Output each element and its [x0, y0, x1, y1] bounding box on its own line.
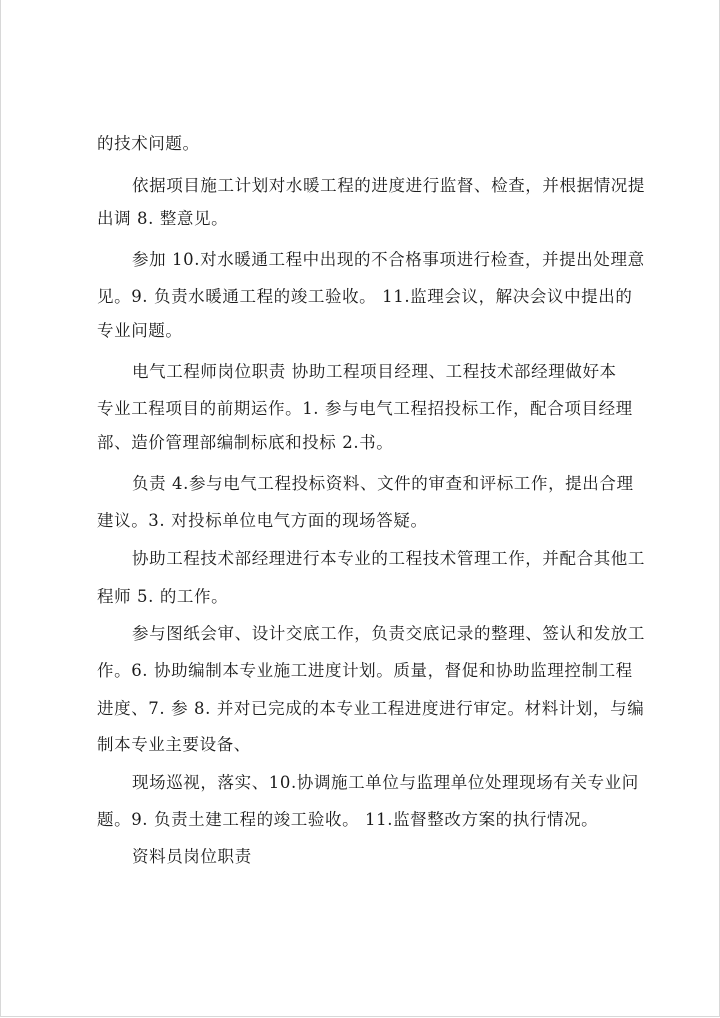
text-line: 出调 8. 整意见。	[97, 209, 229, 228]
text-line: 电气工程师岗位职责 协助工程项目经理、工程技术部经理做好本	[132, 362, 617, 381]
text-line: 制本专业主要设备、	[97, 735, 251, 754]
text-line: 程师 5. 的工作。	[97, 587, 229, 606]
text-line: 进度、7. 参 8. 并对已完成的本专业工程进度进行审定。材料计划，与编	[97, 699, 645, 718]
text-line: 部、造价管理部编制标底和投标 2.书。	[97, 433, 394, 452]
text-line: 题。9. 负责土建工程的竣工验收。 11.监督整改方案的执行情况。	[97, 810, 599, 829]
text-line: 参加 10.对水暖通工程中出现的不合格事项进行检查，并提出处理意	[132, 250, 645, 269]
text-line: 见。9. 负责水暖通工程的竣工验收。 11.监理会议，解决会议中提出的	[97, 287, 633, 306]
text-line: 负责 4.参与电气工程投标资料、文件的审查和评标工作，提出合理	[132, 474, 634, 493]
text-line: 的技术问题。	[97, 134, 200, 153]
text-line: 作。6. 协助编制本专业施工进度计划。质量，督促和协助监理控制工程	[97, 661, 633, 680]
text-line: 现场巡视，落实、10.协调施工单位与监理单位处理现场有关专业问	[132, 773, 639, 792]
section-heading: 资料员岗位职责	[132, 847, 252, 866]
text-line: 专业问题。	[97, 321, 183, 340]
text-line: 专业工程项目的前期运作。1. 参与电气工程招投标工作，配合项目经理	[97, 399, 633, 418]
text-line: 依据项目施工计划对水暖工程的进度进行监督、检查，并根据情况提	[132, 176, 645, 195]
text-line: 协助工程技术部经理进行本专业的工程技术管理工作，并配合其他工	[132, 549, 645, 568]
text-line: 建议。3. 对投标单位电气方面的现场答疑。	[97, 511, 428, 530]
text-line: 参与图纸会审、设计交底工作，负责交底记录的整理、签认和发放工	[132, 624, 645, 643]
